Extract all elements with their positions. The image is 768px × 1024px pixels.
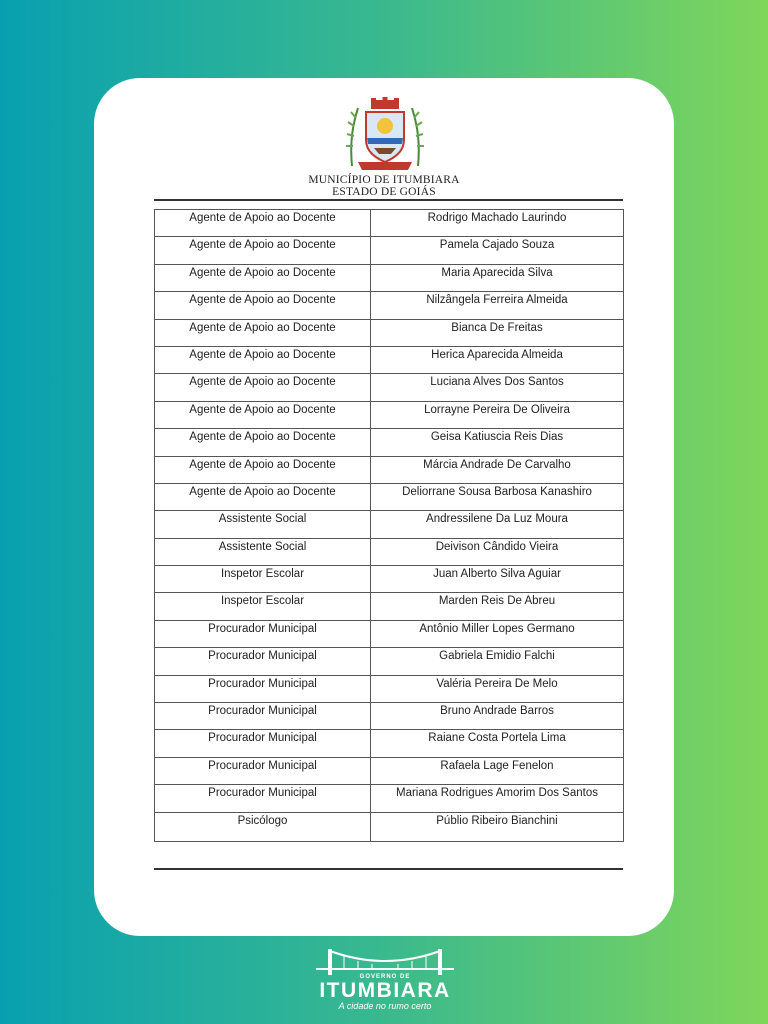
- state-name: ESTADO DE GOIÁS: [332, 186, 436, 198]
- name-cell: Herica Aparecida Almeida: [371, 346, 624, 373]
- name-cell: Juan Alberto Silva Aguiar: [371, 566, 624, 593]
- name-cell: Rafaela Lage Fenelon: [371, 757, 624, 784]
- table-row: [155, 757, 624, 784]
- name-cell: Rodrigo Machado Laurindo: [371, 210, 624, 237]
- header-divider: [154, 199, 623, 201]
- role-cell: Agente de Apoio ao Docente: [155, 237, 371, 264]
- role-cell: Procurador Municipal: [155, 785, 371, 812]
- table-row: [155, 374, 624, 401]
- role-cell: Agente de Apoio ao Docente: [155, 210, 371, 237]
- name-cell: Nilzângela Ferreira Almeida: [371, 292, 624, 319]
- table-row: [155, 319, 624, 346]
- role-cell: Procurador Municipal: [155, 648, 371, 675]
- name-cell: Lorrayne Pereira De Oliveira: [371, 401, 624, 428]
- table-row: [155, 538, 624, 565]
- name-cell: Mariana Rodrigues Amorim Dos Santos: [371, 785, 624, 812]
- table-row: [155, 511, 624, 538]
- table-row: [155, 210, 624, 237]
- table-row: [155, 703, 624, 730]
- role-cell: Inspetor Escolar: [155, 566, 371, 593]
- table-row: [155, 593, 624, 620]
- name-cell: Valéria Pereira De Melo: [371, 675, 624, 702]
- name-cell: Geisa Katiuscia Reis Dias: [371, 429, 624, 456]
- name-cell: Pamela Cajado Souza: [371, 237, 624, 264]
- role-cell: Agente de Apoio ao Docente: [155, 456, 371, 483]
- role-cell: Agente de Apoio ao Docente: [155, 292, 371, 319]
- name-cell: Marden Reis De Abreu: [371, 593, 624, 620]
- municipality-name: MUNICÍPIO DE ITUMBIARA: [308, 174, 460, 186]
- name-cell: Bianca De Freitas: [371, 319, 624, 346]
- role-cell: Inspetor Escolar: [155, 593, 371, 620]
- table-row: [155, 648, 624, 675]
- table-row: [155, 264, 624, 291]
- role-cell: Assistente Social: [155, 511, 371, 538]
- table-row: [155, 730, 624, 757]
- role-cell: Procurador Municipal: [155, 757, 371, 784]
- role-cell: Agente de Apoio ao Docente: [155, 319, 371, 346]
- table-row: [155, 456, 624, 483]
- role-cell: Procurador Municipal: [155, 620, 371, 647]
- municipal-coat-of-arms-icon: [344, 96, 426, 176]
- role-cell: Agente de Apoio ao Docente: [155, 401, 371, 428]
- table-row: [155, 292, 624, 319]
- name-cell: Andressilene Da Luz Moura: [371, 511, 624, 538]
- role-cell: Agente de Apoio ao Docente: [155, 346, 371, 373]
- table-row: [155, 346, 624, 373]
- role-cell: Agente de Apoio ao Docente: [155, 374, 371, 401]
- role-cell: Assistente Social: [155, 538, 371, 565]
- role-cell: Procurador Municipal: [155, 675, 371, 702]
- table-row: [155, 675, 624, 702]
- role-cell: Agente de Apoio ao Docente: [155, 429, 371, 456]
- role-cell: Agente de Apoio ao Docente: [155, 483, 371, 510]
- name-cell: Gabriela Emidio Falchi: [371, 648, 624, 675]
- name-cell: Márcia Andrade De Carvalho: [371, 456, 624, 483]
- name-cell: Públio Ribeiro Bianchini: [371, 812, 624, 841]
- name-cell: Raiane Costa Portela Lima: [371, 730, 624, 757]
- role-cell: Psicólogo: [155, 812, 371, 841]
- table-row: [155, 785, 624, 812]
- name-cell: Luciana Alves Dos Santos: [371, 374, 624, 401]
- document-card: [94, 78, 674, 936]
- table-row: [155, 429, 624, 456]
- itumbiara-brand-logo: [310, 945, 460, 1015]
- name-cell: Deivison Cândido Vieira: [371, 538, 624, 565]
- table-row: [155, 401, 624, 428]
- brand-gov-label: GOVERNO DE: [359, 974, 411, 980]
- table-row: [155, 483, 624, 510]
- brand-tagline: A cidade no rumo certo: [338, 1001, 432, 1011]
- name-cell: Bruno Andrade Barros: [371, 703, 624, 730]
- role-cell: Procurador Municipal: [155, 730, 371, 757]
- footer-divider: [154, 868, 623, 870]
- name-cell: Maria Aparecida Silva: [371, 264, 624, 291]
- table-row: [155, 812, 624, 841]
- appointees-table: [154, 209, 624, 842]
- name-cell: Antônio Miller Lopes Germano: [371, 620, 624, 647]
- table-row: [155, 620, 624, 647]
- name-cell: Deliorrane Sousa Barbosa Kanashiro: [371, 483, 624, 510]
- role-cell: Procurador Municipal: [155, 703, 371, 730]
- role-cell: Agente de Apoio ao Docente: [155, 264, 371, 291]
- brand-city-name: ITUMBIARA: [319, 979, 451, 1002]
- table-row: [155, 237, 624, 264]
- table-row: [155, 566, 624, 593]
